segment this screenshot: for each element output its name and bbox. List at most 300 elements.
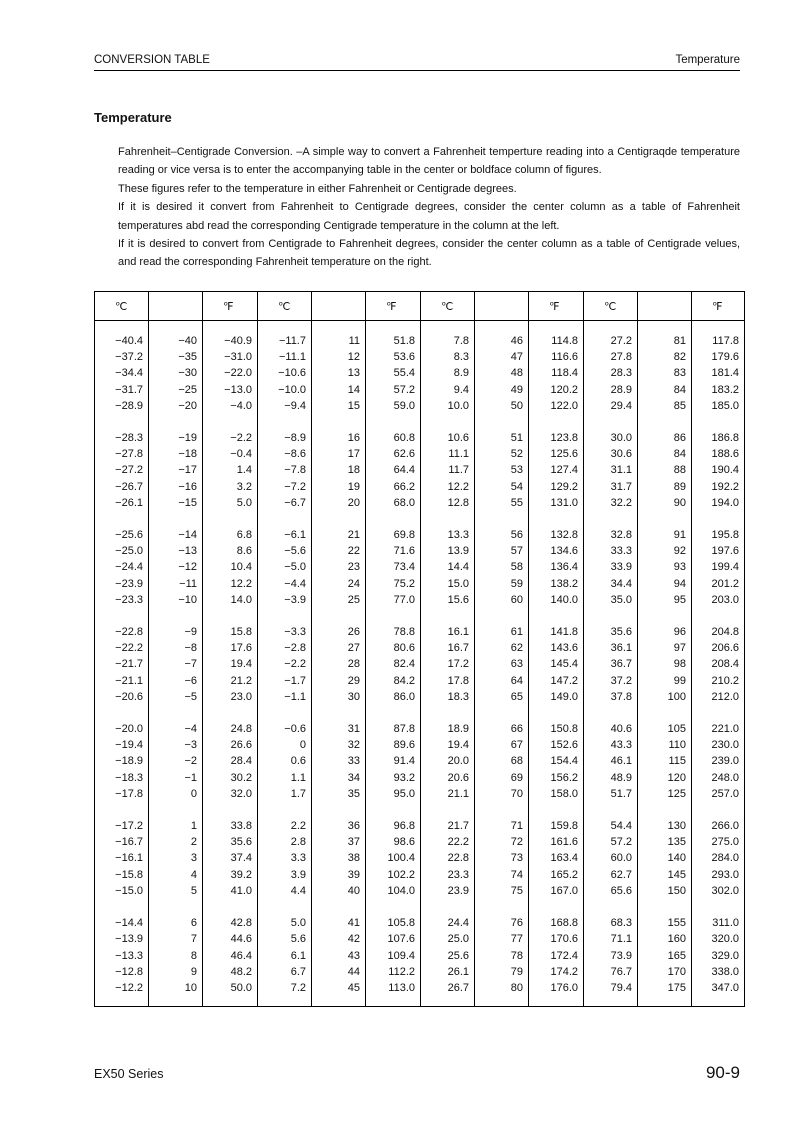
table-cell-value: 15.8 [230, 626, 252, 639]
table-cell-value: 48 [510, 367, 523, 380]
table-cell-value: 54.4 [610, 820, 632, 833]
table-cell-value: 12 [347, 351, 360, 364]
table-cell-value: 62 [510, 642, 523, 655]
table-cell-value: 87.8 [393, 723, 415, 736]
table-cell-value: 5.6 [290, 933, 306, 946]
table-cell-value: 170.6 [550, 933, 578, 946]
table-cell-value: 51.7 [610, 787, 632, 800]
table-cell-value: 195.8 [711, 529, 739, 542]
table-cell-value: 64.4 [393, 464, 415, 477]
table-cell-value: 82.4 [393, 658, 415, 671]
table-cell-value: 13 [347, 367, 360, 380]
table-cell-value: −17 [178, 464, 197, 477]
table-cell-value: 25.0 [447, 933, 469, 946]
table-cell-value: 19.4 [447, 739, 469, 752]
table-cell-value: 53 [510, 464, 523, 477]
table-cell-value: −15 [178, 496, 197, 509]
table-cell-value: 28.4 [230, 755, 252, 768]
table-cell-value: 70 [510, 787, 523, 800]
table-cell-value: 69 [510, 771, 523, 784]
table-cell-value: 56 [510, 529, 523, 542]
table-cell-value: 12.8 [447, 496, 469, 509]
table-cell-value: 41.0 [230, 884, 252, 897]
table-cell-value: 17 [347, 448, 360, 461]
table-cell-value: 14.4 [447, 561, 469, 574]
table-cell-value: 34.4 [610, 577, 632, 590]
table-cell-value: −23.3 [115, 593, 143, 606]
table-cell-value: 45 [347, 981, 360, 994]
col-header: ℃ [95, 292, 149, 321]
table-body-row [95, 333, 745, 1007]
table-cell-value: −6 [184, 674, 197, 687]
table-cell-value: −2.8 [284, 642, 306, 655]
table-cell-value: 102.2 [387, 868, 415, 881]
table-cell-value: 11 [348, 335, 360, 347]
col-header [475, 292, 529, 321]
table-cell-value: 19.4 [230, 658, 252, 671]
table-cell-value: 75.2 [393, 577, 415, 590]
table-cell-value: 3 [190, 852, 197, 865]
table-cell-value: 125 [667, 787, 686, 800]
table-cell-value: −11 [179, 577, 197, 590]
table-cell-value: 39 [347, 868, 360, 881]
table-cell-value: −19.4 [115, 739, 143, 752]
table-cell-value: −7.2 [284, 480, 306, 493]
table-cell-value: 28.3 [610, 367, 632, 380]
col-header: ℉ [366, 292, 421, 321]
table-cell-value: 27 [347, 642, 360, 655]
table-column-cell [312, 333, 366, 1007]
table-cell-value: 20.0 [447, 755, 469, 768]
table-cell-value: 23.9 [447, 884, 469, 897]
table-cell-value: 75 [510, 884, 523, 897]
table-cell-value: 97 [673, 642, 686, 655]
table-cell-value: 203.0 [711, 593, 739, 606]
table-cell-value: 199.4 [711, 561, 739, 574]
table-cell-value: −8.6 [284, 448, 306, 461]
table-cell-value: 122.0 [550, 399, 578, 412]
table-cell-value: 37.2 [610, 674, 632, 687]
table-cell-value: 7.2 [290, 981, 306, 994]
table-cell-value: 83 [673, 367, 686, 380]
table-header-row [95, 292, 745, 321]
table-cell-value: 23.3 [447, 868, 469, 881]
table-cell-value: 21.1 [447, 787, 469, 800]
header-section-title: CONVERSION TABLE [94, 54, 210, 66]
table-cell-value: 112.2 [388, 965, 415, 978]
table-cell-value: 58 [510, 561, 523, 574]
table-cell-value: 7.8 [453, 335, 469, 347]
table-cell-value: 48.9 [610, 771, 632, 784]
table-cell-value: 95.0 [393, 787, 415, 800]
table-cell-value: 25.6 [447, 949, 469, 962]
table-cell-value: −21.7 [115, 658, 143, 671]
table-cell-value: −18.9 [115, 755, 143, 768]
table-cell-value: 23.0 [230, 690, 252, 703]
table-cell-value: −5.0 [284, 561, 306, 574]
table-cell-value: 338.0 [711, 965, 739, 978]
table-cell-value: 27.8 [610, 351, 632, 364]
table-cell-value: −12.8 [115, 965, 143, 978]
table-cell-value: 68 [510, 755, 523, 768]
col-header: ℉ [692, 292, 745, 321]
table-cell-value: 66 [510, 723, 523, 736]
table-cell-value: 91 [673, 529, 686, 542]
table-cell-value: 212.0 [711, 690, 739, 703]
table-cell-value: −22.0 [224, 367, 252, 380]
table-cell-value: 69.8 [393, 529, 415, 542]
table-cell-value: −13.0 [224, 383, 252, 396]
table-cell-value: 3.9 [290, 868, 306, 881]
table-cell-value: 5.0 [236, 496, 252, 509]
table-cell-value: 62.7 [610, 868, 632, 881]
table-cell-value: 78.8 [393, 626, 415, 639]
table-cell-value: 28.9 [610, 383, 632, 396]
table-cell-value: 31 [347, 723, 360, 736]
table-cell-value: 32 [347, 739, 360, 752]
table-cell-value: 30.6 [610, 448, 632, 461]
table-cell-value: 37.4 [230, 852, 252, 865]
table-cell-value: 0.6 [290, 755, 306, 768]
table-cell-value: 4 [190, 868, 197, 881]
table-cell-value: 161.6 [550, 836, 578, 849]
table-cell-value: 6.1 [290, 949, 306, 962]
table-cell-value: 183.2 [711, 383, 739, 396]
table-cell-value: 66.2 [393, 480, 415, 493]
table-cell-value: 150 [667, 884, 686, 897]
conversion-table [94, 291, 745, 1007]
table-cell-value: 50 [510, 399, 523, 412]
table-cell-value: 154.4 [550, 755, 578, 768]
table-cell-value: 179.6 [711, 351, 739, 364]
table-cell-value: 55.4 [393, 367, 415, 380]
table-cell-value: 21.7 [447, 820, 469, 833]
table-cell-value: 32.2 [610, 496, 632, 509]
header-topic: Temperature [675, 54, 740, 66]
table-cell-value: 71.6 [393, 545, 415, 558]
table-cell-value: −31.0 [224, 351, 252, 364]
table-cell-value: 127.4 [550, 464, 578, 477]
table-cell-value: 0 [299, 739, 306, 752]
col-header [312, 292, 366, 321]
table-cell-value: 43.3 [610, 739, 632, 752]
table-cell-value: −37.2 [115, 351, 143, 364]
table-cell-value: 10 [184, 981, 197, 994]
table-cell-value: 311.0 [712, 917, 739, 930]
page-header [94, 52, 740, 71]
table-cell-value: 143.6 [550, 642, 578, 655]
table-cell-value: 29 [347, 674, 360, 687]
table-cell-value: 71 [510, 820, 523, 833]
table-cell-value: 22.8 [447, 852, 469, 865]
table-cell-value: 141.8 [550, 626, 578, 639]
table-cell-value: −26.1 [115, 496, 143, 509]
table-cell-value: −14 [178, 529, 197, 542]
table-cell-value: 16 [347, 432, 360, 445]
table-cell-value: 72 [510, 836, 523, 849]
table-cell-value: 81 [673, 335, 686, 347]
page-title: Temperature [94, 110, 172, 125]
table-cell-value: 44.6 [230, 933, 252, 946]
page-number: 90-9 [705, 1063, 740, 1082]
table-cell-value: −25 [178, 383, 197, 396]
table-cell-value: 172.4 [550, 949, 578, 962]
table-cell-value: 21 [347, 529, 360, 542]
table-cell-value: 4.4 [290, 884, 306, 897]
table-column-cell [258, 333, 312, 1007]
table-cell-value: 33.8 [230, 820, 252, 833]
table-cell-value: 17.8 [447, 674, 469, 687]
table-cell-value: −22.8 [115, 626, 143, 639]
table-cell-value: 76 [510, 917, 523, 930]
table-column-cell [95, 333, 149, 1007]
table-cell-value: −16.1 [115, 852, 143, 865]
table-cell-value: 53.6 [393, 351, 415, 364]
table-cell-value: 98 [673, 658, 686, 671]
table-cell-value: 155 [667, 917, 686, 930]
table-cell-value: −11.7 [278, 335, 306, 347]
table-cell-value: 68.0 [393, 496, 415, 509]
table-cell-value: 18.9 [447, 723, 469, 736]
table-cell-value: 8 [190, 949, 197, 962]
table-cell-value: 284.0 [711, 852, 739, 865]
table-cell-value: 93.2 [393, 771, 415, 784]
table-cell-value: 43 [347, 949, 360, 962]
table-cell-value: 92 [673, 545, 686, 558]
table-cell-value: −5.6 [284, 545, 306, 558]
table-cell-value: 32.0 [230, 787, 252, 800]
table-cell-value: 37.8 [610, 690, 632, 703]
table-cell-value: −40 [178, 335, 197, 347]
table-cell-value: 150.8 [550, 723, 578, 736]
table-cell-value: 239.0 [711, 755, 739, 768]
table-cell-value: 134.6 [550, 545, 578, 558]
table-cell-value: −22.2 [115, 642, 143, 655]
table-cell-value: −7 [184, 658, 197, 671]
table-cell-value: −16.7 [115, 836, 143, 849]
table-cell-value: 26.6 [230, 739, 252, 752]
table-cell-value: 130 [667, 820, 686, 833]
table-cell-value: −0.6 [284, 723, 306, 736]
table-cell-value: 46.1 [610, 755, 632, 768]
table-column-cell [203, 333, 258, 1007]
table-cell-value: 248.0 [711, 771, 739, 784]
table-cell-value: 14 [347, 383, 360, 396]
table-cell-value: 79.4 [610, 981, 632, 994]
table-cell-value: −1.1 [284, 690, 306, 703]
table-cell-value: −26.7 [115, 480, 143, 493]
table-cell-value: 73 [510, 852, 523, 865]
table-cell-value: 159.8 [550, 820, 578, 833]
table-cell-value: 60 [510, 593, 523, 606]
table-cell-value: 174.2 [550, 965, 578, 978]
table-cell-value: 73.4 [393, 561, 415, 574]
table-cell-value: 145 [667, 868, 686, 881]
table-cell-value: 190.4 [711, 464, 739, 477]
table-cell-value: 104.0 [387, 884, 415, 897]
table-cell-value: 95 [673, 593, 686, 606]
table-cell-value: 6 [190, 917, 197, 930]
table-cell-value: 175 [667, 981, 686, 994]
table-cell-value: 293.0 [711, 868, 739, 881]
table-cell-value: 84 [673, 383, 686, 396]
table-cell-value: 24 [347, 577, 360, 590]
table-cell-value: 23 [347, 561, 360, 574]
table-cell-value: 204.8 [711, 626, 739, 639]
table-cell-value: 48.2 [230, 965, 252, 978]
table-cell-value: 46.4 [230, 949, 252, 962]
table-cell-value: 65 [510, 690, 523, 703]
table-cell-value: 129.2 [550, 480, 578, 493]
table-cell-value: −31.7 [115, 383, 143, 396]
table-cell-value: 30.0 [610, 432, 632, 445]
table-cell-value: 52 [510, 448, 523, 461]
table-cell-value: −14.4 [115, 917, 143, 930]
table-cell-value: 24.4 [447, 917, 469, 930]
table-cell-value: −20.0 [115, 723, 143, 736]
table-cell-value: −10.0 [278, 383, 306, 396]
table-cell-value: 136.4 [550, 561, 578, 574]
table-cell-value: 65.6 [610, 884, 632, 897]
table-cell-value: 123.8 [550, 432, 578, 445]
col-header: ℃ [584, 292, 638, 321]
table-cell-value: 10.4 [230, 561, 252, 574]
table-cell-value: 28 [347, 658, 360, 671]
table-cell-value: −13.3 [115, 949, 143, 962]
table-cell-value: 16.7 [447, 642, 469, 655]
table-cell-value: −6.1 [284, 529, 306, 542]
table-column-cell [421, 333, 475, 1007]
table-cell-value: −13.9 [115, 933, 143, 946]
table-cell-value: 201.2 [711, 577, 739, 590]
table-cell-value: 22 [347, 545, 360, 558]
table-cell-value: 16.1 [447, 626, 469, 639]
table-cell-value: 15.6 [447, 593, 469, 606]
table-cell-value: 14.0 [230, 593, 252, 606]
table-cell-value: 12.2 [230, 577, 252, 590]
table-cell-value: 86.0 [393, 690, 415, 703]
intro-paragraph: If it is desired it convert from Fahrenheit to Centigrade degrees, consider the center column as a table of Fahrenheit temperatures abd read the corresponding Centigrade temperature in the column at the left. [118, 201, 740, 232]
table-cell-value: 49 [510, 383, 523, 396]
table-cell-value: 152.6 [550, 739, 578, 752]
table-cell-value: −2.2 [230, 432, 252, 445]
col-header [638, 292, 692, 321]
table-cell-value: 20 [347, 496, 360, 509]
table-cell-value: 26.7 [447, 981, 469, 994]
table-cell-value: 35.6 [610, 626, 632, 639]
table-cell-value: 30 [347, 690, 360, 703]
table-cell-value: 17.6 [230, 642, 252, 655]
table-cell-value: 165 [667, 949, 686, 962]
table-cell-value: 5 [190, 884, 197, 897]
table-cell-value: 40.6 [610, 723, 632, 736]
table-cell-value: 158.0 [550, 787, 578, 800]
table-cell-value: 29.4 [610, 399, 632, 412]
table-cell-value: 116.6 [551, 351, 578, 364]
table-cell-value: 76.7 [610, 965, 632, 978]
col-header: ℃ [421, 292, 475, 321]
table-cell-value: 21.2 [230, 674, 252, 687]
table-cell-value: 117.8 [712, 335, 739, 347]
table-cell-value: 46 [510, 335, 523, 347]
table-cell-value: 93 [673, 561, 686, 574]
table-cell-value: 109.4 [387, 949, 415, 962]
table-cell-value: 1 [190, 820, 197, 833]
intro-paragraph: If it is desired to convert from Centigrade to Fahrenheit degrees, consider the center column as a table of Centigrade velues, and read the corresponding Fahrenheit temperature on the right. [118, 238, 740, 269]
table-cell-value: 64 [510, 674, 523, 687]
table-cell-value: 51 [510, 432, 523, 445]
table-cell-value: 10.6 [447, 432, 469, 445]
table-cell-value: 163.4 [550, 852, 578, 865]
table-cell-value: 9.4 [453, 383, 469, 396]
table-cell-value: −4 [184, 723, 197, 736]
table-cell-value: −2.2 [284, 658, 306, 671]
col-header: ℉ [529, 292, 584, 321]
table-cell-value: −20.6 [115, 690, 143, 703]
table-cell-value: 80 [510, 981, 523, 994]
table-cell-value: 302.0 [711, 884, 739, 897]
table-cell-value: 35 [347, 787, 360, 800]
table-cell-value: 26 [347, 626, 360, 639]
table-cell-value: 42 [347, 933, 360, 946]
table-cell-value: 170 [667, 965, 686, 978]
table-cell-value: 67 [510, 739, 523, 752]
table-cell-value: −6.7 [284, 496, 306, 509]
table-cell-value: 125.6 [550, 448, 578, 461]
table-cell-value: 18 [347, 464, 360, 477]
table-cell-value: −30 [178, 367, 197, 380]
table-cell-value: 176.0 [550, 981, 578, 994]
table-cell-value: 0 [190, 787, 197, 800]
table-cell-value: −18.3 [115, 771, 143, 784]
table-cell-value: 132.8 [550, 529, 578, 542]
table-cell-value: 11.7 [448, 464, 469, 477]
table-cell-value: 24.8 [230, 723, 252, 736]
table-cell-value: 82 [673, 351, 686, 364]
table-cell-value: 208.4 [711, 658, 739, 671]
table-cell-value: −24.4 [115, 561, 143, 574]
table-cell-value: 113.0 [388, 981, 415, 994]
table-cell-value: 165.2 [550, 868, 578, 881]
table-cell-value: 2.2 [290, 820, 306, 833]
table-cell-value: 89 [673, 480, 686, 493]
table-cell-value: 118.4 [551, 367, 578, 380]
table-cell-value: 63 [510, 658, 523, 671]
table-cell-value: 77.0 [393, 593, 415, 606]
table-cell-value: −17.2 [115, 820, 143, 833]
table-cell-value: 230.0 [711, 739, 739, 752]
table-cell-value: 5.0 [290, 917, 306, 930]
table-cell-value: 50.0 [230, 981, 252, 994]
table-cell-value: 33 [347, 755, 360, 768]
table-cell-value: 115 [668, 755, 686, 768]
table-cell-value: 100 [667, 690, 686, 703]
table-cell-value: −7.8 [284, 464, 306, 477]
table-cell-value: 185.0 [711, 399, 739, 412]
table-cell-value: 110 [668, 739, 686, 752]
table-cell-value: 34 [347, 771, 360, 784]
table-cell-value: −25.6 [115, 529, 143, 542]
table-cell-value: 13.9 [447, 545, 469, 558]
table-cell-value: −27.8 [115, 448, 143, 461]
table-cell-value: 91.4 [393, 755, 415, 768]
table-cell-value: −25.0 [115, 545, 143, 558]
table-cell-value: 1.7 [290, 787, 306, 800]
table-cell-value: 19 [347, 480, 360, 493]
table-cell-value: 105.8 [387, 917, 415, 930]
table-cell-value: 73.9 [610, 949, 632, 962]
table-cell-value: −17.8 [115, 787, 143, 800]
